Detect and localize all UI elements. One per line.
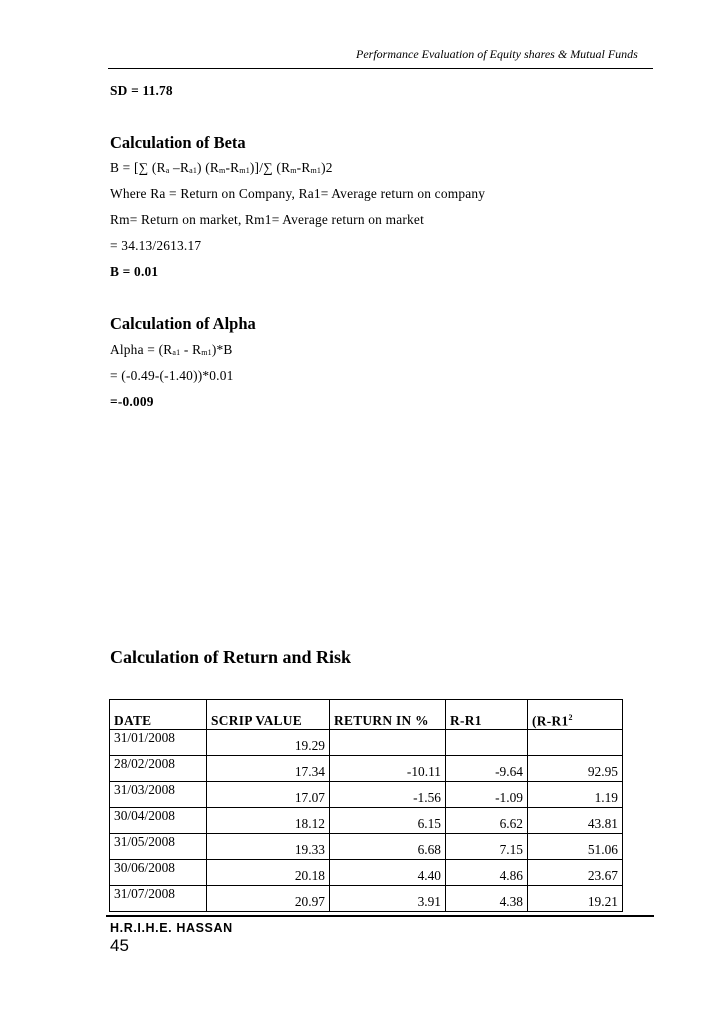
column-header-return: RETURN IN %: [330, 700, 446, 730]
beta-result: B = 0.01: [110, 264, 159, 279]
column-header-r-r1-squared: ($R-R1^2$: [528, 700, 623, 730]
alpha-result: =-0.009: [110, 394, 154, 409]
cell-scrip-value: 20.18: [207, 860, 330, 886]
beta-rm-line: Rm= Return on market, Rm1= Average return on market: [110, 212, 424, 227]
cell-r-r1-squared: 43.81: [528, 808, 623, 834]
cell-scrip-value: 18.12: [207, 808, 330, 834]
cell-scrip-value: 17.07: [207, 782, 330, 808]
cell-return: 4.40: [330, 860, 446, 886]
cell-return: 6.68: [330, 834, 446, 860]
cell-r-r1-squared: 92.95: [528, 756, 623, 782]
cell-r-r1-squared: 19.21: [528, 886, 623, 912]
cell-scrip-value: 17.34: [207, 756, 330, 782]
cell-date: 30/06/2008: [110, 860, 207, 886]
table-row: [110, 860, 623, 886]
cell-date: 31/05/2008: [110, 834, 207, 860]
return-risk-table: [109, 699, 623, 912]
beta-heading: Calculation of Beta: [110, 133, 246, 152]
table-row: [110, 756, 623, 782]
return-risk-heading: Calculation of Return and Risk: [110, 647, 352, 667]
cell-return: 3.91: [330, 886, 446, 912]
cell-return: -1.56: [330, 782, 446, 808]
table-row: [110, 782, 623, 808]
column-header-r-r1: R-R1: [446, 700, 528, 730]
cell-r-r1: 6.62: [446, 808, 528, 834]
cell-r-r1: [446, 730, 528, 756]
table-row: [110, 886, 623, 912]
cell-date: 30/04/2008: [110, 808, 207, 834]
cell-date: 31/07/2008: [110, 886, 207, 912]
alpha-formula: Alpha = $(R_{a1} - R_{m1})*B$: [110, 342, 233, 357]
footer-rule: [106, 915, 654, 917]
cell-date: 28/02/2008: [110, 756, 207, 782]
alpha-heading: Calculation of Alpha: [110, 314, 256, 333]
cell-r-r1: -9.64: [446, 756, 528, 782]
cell-r-r1-squared: 51.06: [528, 834, 623, 860]
cell-r-r1-squared: 1.19: [528, 782, 623, 808]
table-row: [110, 834, 623, 860]
footer-author: H.R.I.H.E. HASSAN: [110, 921, 233, 935]
cell-date: 31/01/2008: [110, 730, 207, 756]
beta-formula: B = [∑ ($R_a$ $-R_{a1}$) $(R_m-R_{m1})]/\sum$ $(R_m-R_{m1})2$: [110, 160, 333, 175]
table-row: [110, 730, 623, 756]
column-header-scrip-value: SCRIP VALUE: [207, 700, 330, 730]
page-number: 45: [110, 936, 129, 955]
table-header-row: [110, 700, 623, 730]
cell-r-r1: -1.09: [446, 782, 528, 808]
cell-scrip-value: 19.33: [207, 834, 330, 860]
sd-result: SD = 11.78: [110, 83, 173, 98]
cell-r-r1: 4.38: [446, 886, 528, 912]
table-row: [110, 808, 623, 834]
cell-scrip-value: 20.97: [207, 886, 330, 912]
cell-r-r1: 7.15: [446, 834, 528, 860]
cell-return: -10.11: [330, 756, 446, 782]
alpha-calc-line: = (-0.49-(-1.40))*0.01: [110, 368, 234, 383]
column-header-date: DATE: [110, 700, 207, 730]
cell-return: 6.15: [330, 808, 446, 834]
cell-return: [330, 730, 446, 756]
running-header: Performance Evaluation of Equity shares & Mutual Funds: [356, 47, 638, 61]
beta-where-line: Where Ra = Return on Company, Ra1= Average return on company: [110, 186, 486, 201]
cell-r-r1-squared: 23.67: [528, 860, 623, 886]
header-rule: [108, 68, 653, 69]
beta-calc-line: = 34.13/2613.17: [110, 238, 202, 253]
cell-r-r1-squared: [528, 730, 623, 756]
cell-scrip-value: 19.29: [207, 730, 330, 756]
cell-r-r1: 4.86: [446, 860, 528, 886]
cell-date: 31/03/2008: [110, 782, 207, 808]
